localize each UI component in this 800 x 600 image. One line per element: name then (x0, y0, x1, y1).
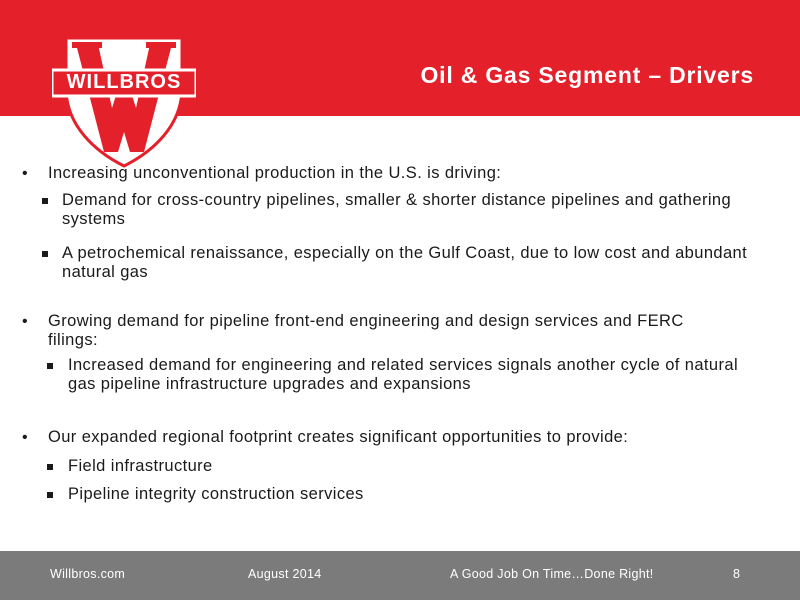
slide-footer (0, 551, 800, 600)
page-number: 8 (733, 567, 741, 581)
square-bullet-icon (47, 464, 53, 470)
bullet-text: Our expanded regional footprint creates significant opportunities to provide: (48, 428, 629, 446)
sub-bullet-item (68, 485, 748, 504)
square-bullet-icon (47, 492, 53, 498)
bullet-group-1 (0, 164, 748, 281)
sub-bullet-item (62, 191, 762, 229)
sub-bullet-item (68, 457, 748, 476)
bullet-group-3 (0, 428, 748, 503)
sub-bullet-item (68, 356, 758, 394)
slide-content (0, 158, 800, 538)
bullet-dot-icon: • (22, 429, 29, 446)
bullet-text: Growing demand for pipeline front-end engineering and design services and FERC filings: (48, 312, 684, 349)
sub-bullet-text: A petrochemical renaissance, especially on the Gulf Coast, due to low cost and abundant natural gas (62, 244, 748, 281)
square-bullet-icon (42, 198, 48, 204)
footer-date: August 2014 (248, 567, 322, 581)
sub-bullet-text: Increased demand for engineering and related services signals another cycle of natural gas pipeline infrastructure upgrades and expansions (68, 356, 739, 393)
slide-title: Oil & Gas Segment – Drivers (420, 62, 754, 88)
willbros-logo (52, 30, 196, 170)
sub-bullet-text: Demand for cross-country pipelines, smaller & shorter distance pipelines and gathering systems (62, 191, 732, 228)
sub-bullet-text: Pipeline integrity construction services (68, 485, 364, 503)
bullet-text: Increasing unconventional production in the U.S. is driving: (48, 164, 502, 182)
bullet-item (0, 164, 748, 183)
bullet-item (0, 428, 748, 447)
footer-slogan: A Good Job On Time…Done Right! (450, 567, 654, 581)
bullet-item (0, 312, 738, 350)
square-bullet-icon (47, 363, 53, 369)
logo-wordmark: WILLBROS (66, 71, 182, 93)
bullet-dot-icon: • (22, 165, 29, 182)
sub-bullet-item (62, 244, 762, 282)
sub-bullet-text: Field infrastructure (68, 457, 213, 475)
slide-header (0, 0, 800, 116)
square-bullet-icon (42, 251, 48, 257)
bullet-dot-icon: • (22, 313, 29, 330)
footer-website: Willbros.com (50, 567, 126, 581)
bullet-group-2 (0, 312, 739, 393)
